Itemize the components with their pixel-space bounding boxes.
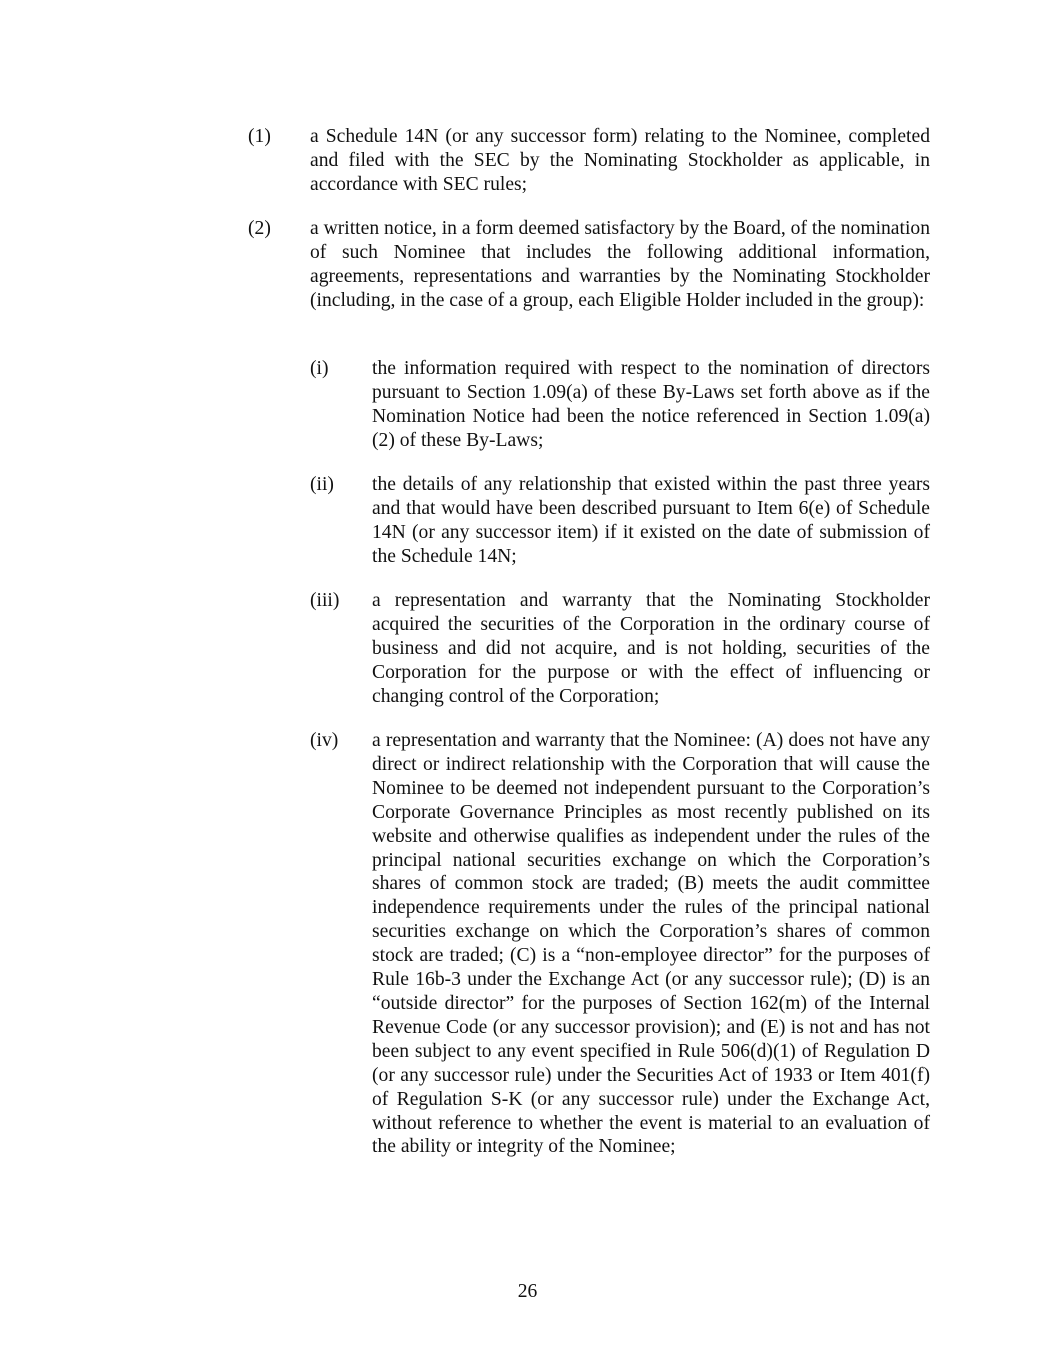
sub-item-ii: [310, 473, 930, 569]
list-item-text: a Schedule 14N (or any successor form) relating to the Nominee, completed and filed with the SEC by the Nominating Stockholder as applicable, in accordance with SEC rules;: [310, 126, 930, 195]
list-item-label: (1): [248, 126, 271, 147]
list-item-text: a written notice, in a form deemed satisfactory by the Board, of the nomination of such Nominee that includes the following additional information, agreements, representations and warranties by the Nominating Stockholder (including, in the case of a group, each Eligible Holder included in the group):: [310, 218, 930, 311]
sub-item-label: (i): [310, 358, 329, 379]
sub-item-text: the information required with respect to the nomination of directors pursuant to Section 1.09(a) of these By-Laws set forth above as if the Nomination Notice had been the notice referenced in Section 1.09(a)(2) of these By-Laws;: [372, 358, 930, 451]
sub-item-label: (iii): [310, 590, 340, 611]
sub-item-label: (iv): [310, 730, 339, 751]
page-number: 26: [517, 1281, 538, 1302]
list-item-label: (2): [248, 218, 271, 239]
sub-item-text: the details of any relationship that existed within the past three years and that would have been described pursuant to Item 6(e) of Schedule 14N (or any successor item) if it existed on the date of submission of the Schedule 14N;: [372, 474, 930, 567]
sub-item-i: [310, 357, 930, 453]
sub-item-iv: [310, 729, 930, 1159]
sub-item-label: (ii): [310, 474, 334, 495]
sub-item-text: a representation and warranty that the Nominating Stockholder acquired the securities of the Corporation in the ordinary course of business and did not acquire, and is not holding, securities of the Corporation for the purpose or with the effect of influencing or changing control of the Corporation;: [372, 590, 930, 707]
list-item-2: [248, 217, 930, 313]
list-item-1: [248, 125, 930, 197]
sub-item-text: a representation and warranty that the Nominee: (A) does not have any direct or indirect relationship with the Corporation that will cause the Nominee to be deemed not independent pursuant to the Corporation’s Corporate Governance Principles as most recently published on its website and otherwise qualifies as independent under the rules of the principal national securities exchange on which the Corporation’s shares of common stock are traded; (B) meets the audit committee independence requirements under the rules of the principal national securities exchange on which the Corporation’s shares of common stock are traded; (C) is a “non-employee director” for the purposes of Rule 16b-3 under the Exchange Act (or any successor rule); (D) is an “outside director” for the purposes of Section 162(m) of the Internal Revenue Code (or any successor provision); and (E) is not and has not been subject to any event specified in Rule 506(d)(1) of Regulation D (or any successor rule) under the Securities Act of 1933 or Item 401(f) of Regulation S-K (or any successor rule) under the Exchange Act, without reference to whether the event is material to an evaluation of the ability or integrity of the Nominee;: [372, 730, 930, 1158]
sub-item-iii: [310, 589, 930, 709]
